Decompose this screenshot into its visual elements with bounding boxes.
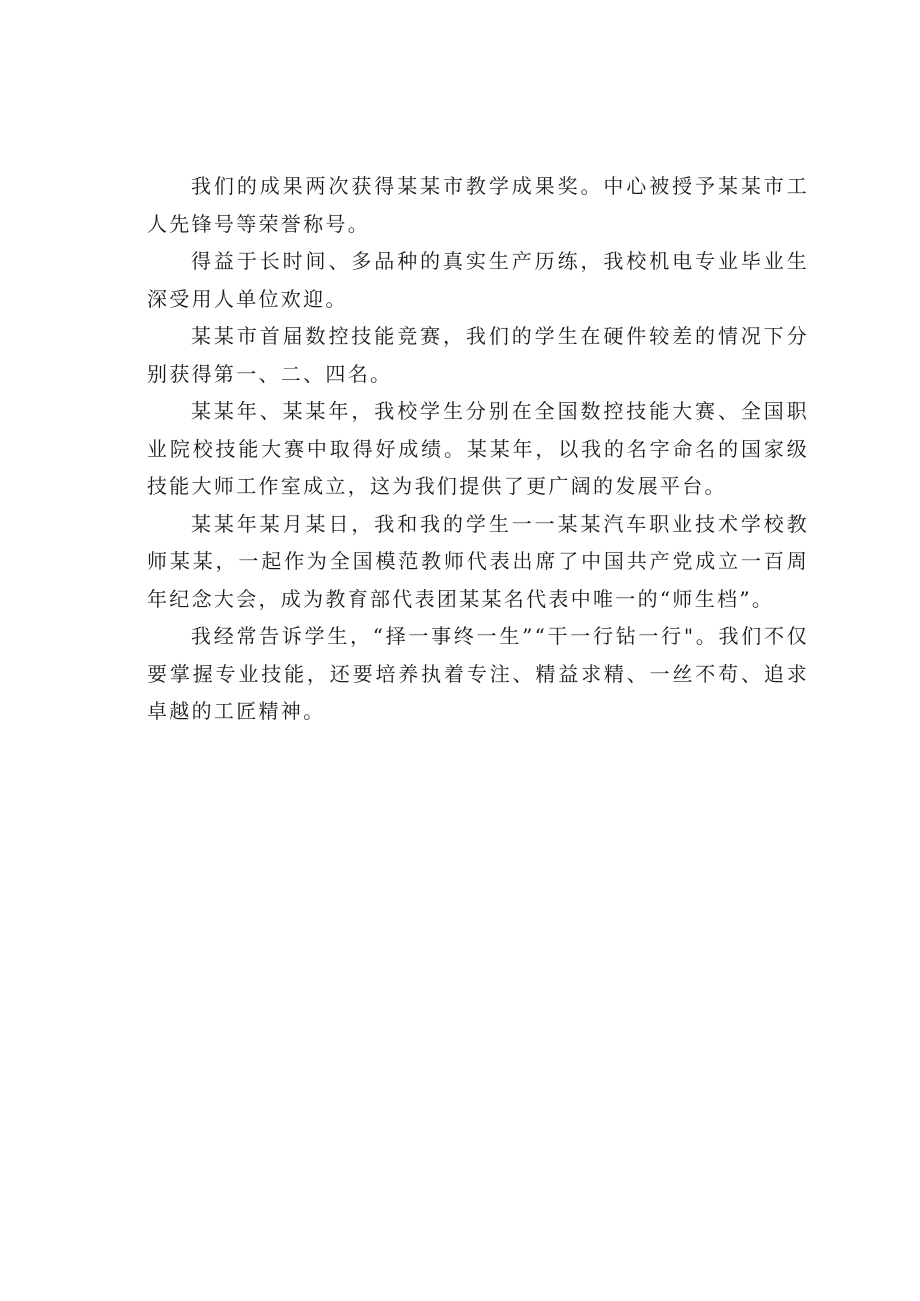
paragraph-graduates: 得益于长时间、多品种的真实生产历练，我校机电专业毕业生深受用人单位欢迎。 [147,249,809,311]
paragraph-craftsman-spirit: 我经常告诉学生，“择一事终一生”“干一行钻一行"。我们不仅要掌握专业技能，还要培养执着专注、精益求精、一丝不苟、追求卓越的工匠精神。 [147,624,809,723]
paragraph-national-awards: 某某年、某某年，我校学生分别在全国数控技能大赛、全国职业院校技能大赛中取得好成绩。某某年，以我的名字命名的国家级技能大师工作室成立，这为我们提供了更广阔的发展平台。 [147,399,809,498]
paragraph-centenary: 某某年某月某日，我和我的学生一一某某汽车职业技术学校教师某某，一起作为全国模范教师代表出席了中国共产党成立一百周年纪念大会，成为教育部代表团某某名代表中唯一的“师生档”。 [147,511,809,611]
document-body [147,168,809,731]
paragraph-competition: 某某市首届数控技能竞赛，我们的学生在硬件较差的情况下分别获得第一、二、四名。 [147,324,809,386]
paragraph-achievements: 我们的成果两次获得某某市教学成果奖。中心被授予某某市工人先锋号等荣誉称号。 [147,174,809,236]
